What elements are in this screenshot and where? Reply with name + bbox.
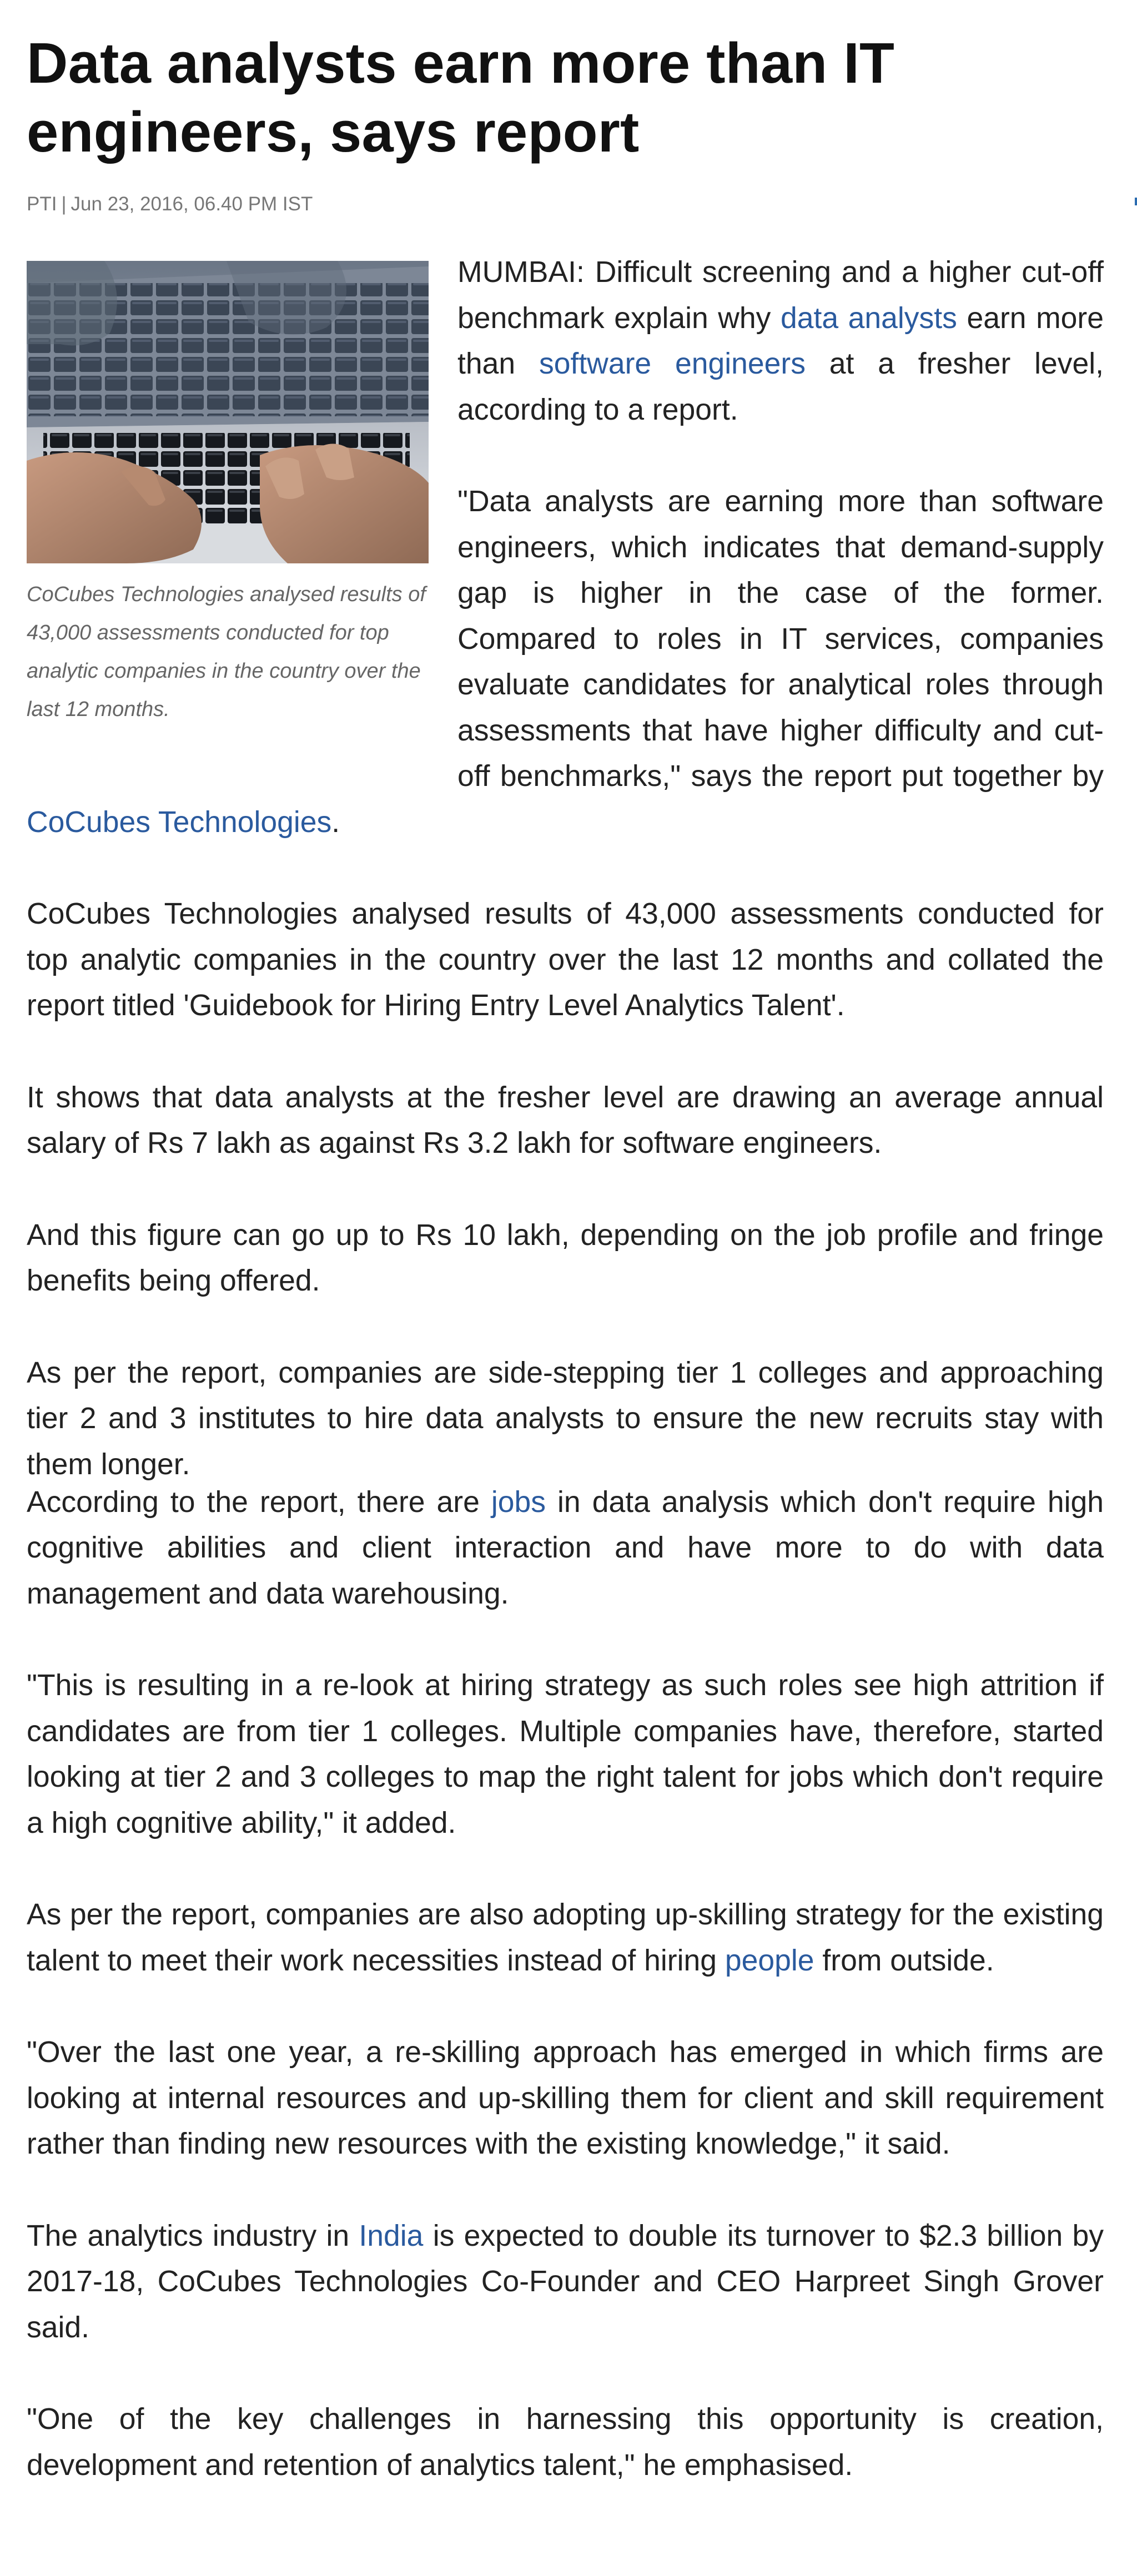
- paragraph-5: And this figure can go up to Rs 10 lakh, depending on the job profile and fringe benefits being offered.: [27, 1218, 1104, 1297]
- paragraph-9: [27, 1892, 1104, 1984]
- link-jobs[interactable]: jobs: [491, 1485, 546, 1519]
- paragraph-10: "Over the last one year, a re-skilling approach has emerged in which firms are looking at internal resources and up-skilling them for client and skill requirement rather than finding new resources with the existing knowledge," it said.: [27, 2036, 1104, 2160]
- laptop-typing-image: [27, 261, 429, 563]
- paragraph-text: from outside.: [814, 1944, 994, 1977]
- paragraph-text: earn more than: [457, 301, 1104, 380]
- paragraph-text: As per the report, companies are also adopting up-skilling strategy for the existing talent to meet their work necessities instead of hiring: [27, 1898, 1104, 1977]
- paragraph-11: [27, 2214, 1104, 2351]
- paragraph-text: According to the report, there are: [27, 1485, 491, 1519]
- paragraph-text: MUMBAI: Difficult screening and a higher cut-off benchmark explain why: [457, 256, 1104, 335]
- link-india[interactable]: India: [359, 2219, 424, 2252]
- paragraph-text: at a fresher level, according to a report.: [457, 347, 1104, 426]
- paragraph-8: "This is resulting in a re-look at hiring strategy as such roles see high attrition if candidates are from tier 1 colleges. Multiple companies have, therefore, started looking at tier 2 and 3 colleges to map the right talent for jobs which don't require a high cognitive ability," it added.: [27, 1669, 1104, 1839]
- paragraph-7: [27, 1480, 1104, 1617]
- edge-marker: [1135, 198, 1137, 205]
- paragraph-text: .: [331, 805, 340, 839]
- paragraph-text: "Data analysts are earning more than software engineers, which indicates that demand-supply gap is higher in the case of the former. Compared to roles in IT services, companies evaluate candidates for analytical roles through assessments that have higher difficulty and cut-off benchmarks," says the report put together by: [457, 485, 1104, 793]
- link-cocubes-technologies[interactable]: CoCubes Technologies: [27, 805, 332, 839]
- paragraph-6-truncated: As per the report, companies are side-stepping tier 1 colleges and approaching tier 2 and 3 institutes to hire data analysts to ensure the new recruits stay with them longer.: [27, 1356, 1104, 1481]
- paragraph-text: is expected to double its turnover to $2.3 billion by 2017-18, CoCubes Technologies Co-Founder and CEO Harpreet Singh Grover said.: [27, 2219, 1104, 2344]
- byline-date: Jun 23, 2016, 06.40 PM IST: [71, 193, 313, 215]
- image-caption: CoCubes Technologies analysed results of 43,000 assessments conducted for top analytic companies in the country over the last 12 months.: [27, 583, 426, 721]
- link-people[interactable]: people: [725, 1944, 814, 1977]
- paragraph-text: The analytics industry in: [27, 2219, 359, 2252]
- paragraph-text: in data analysis which don't require high cognitive abilities and client interaction and have more to do with data management and data warehousing.: [27, 1485, 1104, 1610]
- byline-source: PTI: [27, 193, 57, 215]
- paragraph-12: "One of the key challenges in harnessing this opportunity is creation, development and retention of analytics talent," he emphasised.: [27, 2403, 1104, 2482]
- byline-separator: |: [61, 193, 67, 215]
- paragraph-4: It shows that data analysts at the fresher level are drawing an average annual salary of Rs 7 lakh as against Rs 3.2 lakh for software engineers.: [27, 1081, 1104, 1160]
- article-byline: [27, 192, 313, 216]
- article-image: [27, 261, 429, 563]
- link-data-analysts[interactable]: data analysts: [780, 301, 957, 335]
- link-software-engineers[interactable]: software engineers: [539, 347, 806, 380]
- article-title: Data analysts earn more than IT engineers, says report: [27, 31, 895, 164]
- paragraph-3: CoCubes Technologies analysed results of 43,000 assessments conducted for top analytic companies in the country over the last 12 months and collated the report titled 'Guidebook for Hiring Entry Level Analytics Talent'.: [27, 898, 1104, 1022]
